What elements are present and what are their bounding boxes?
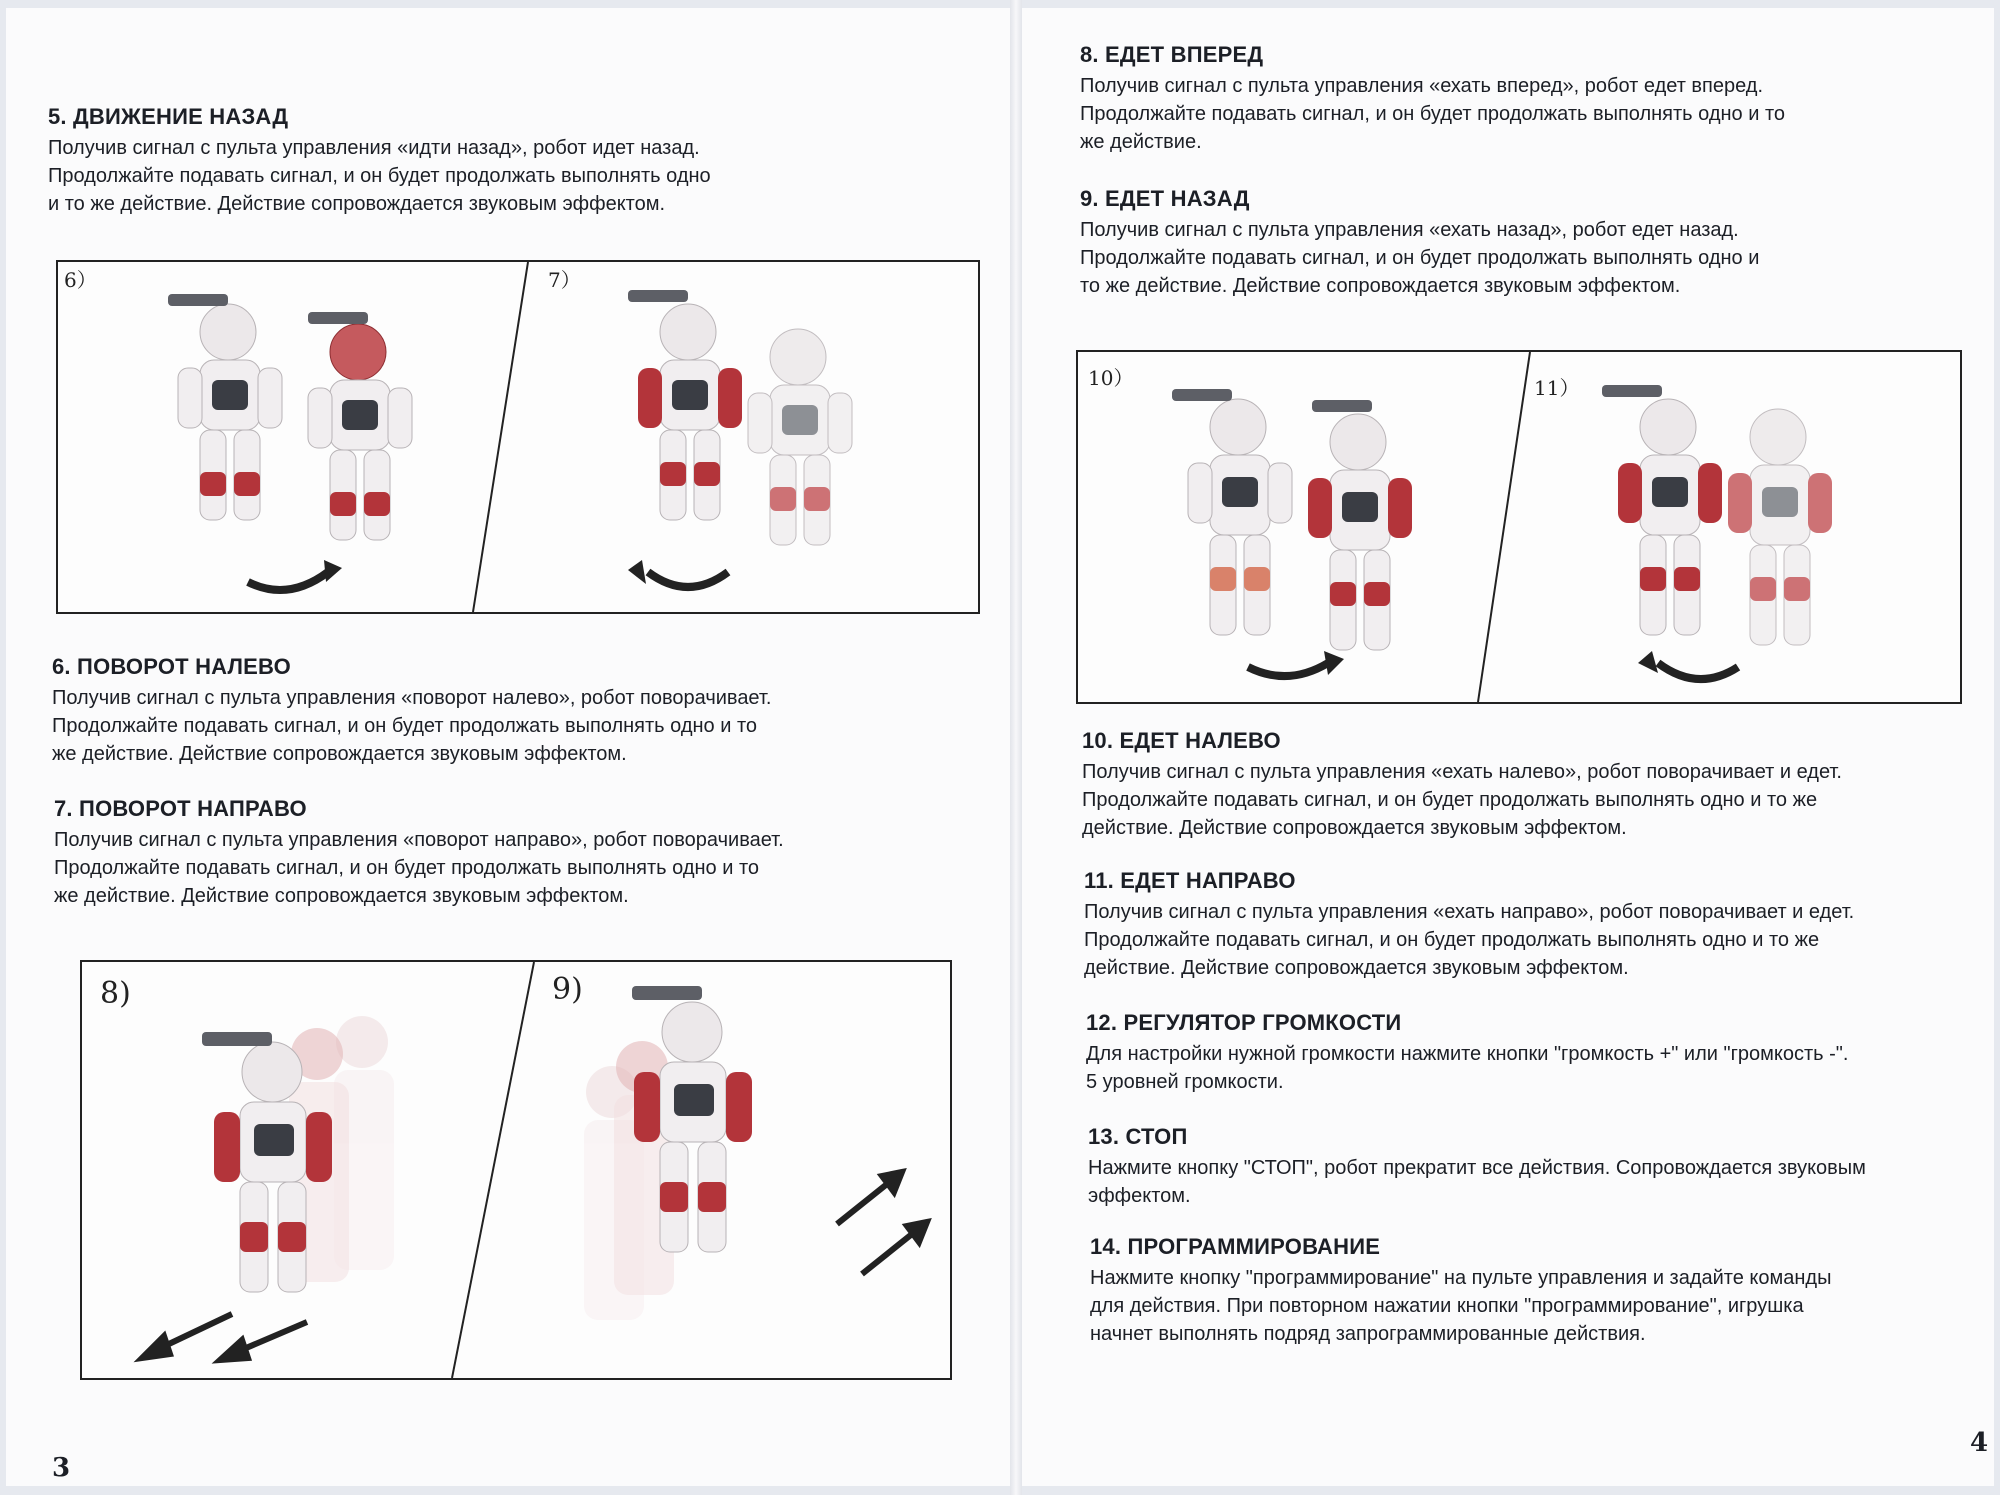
figure-label: 7） bbox=[548, 268, 581, 292]
section-text: Получив сигнал с пульта управления «ехать назад», робот едет назад. Продолжайте подавать сигнал, и он будет продолжать выполнять одно и то же действие. Действие сопровождается звуковым эффектом. bbox=[1080, 219, 1760, 297]
page-number-right: 4 bbox=[1970, 1428, 1989, 1458]
section-move-back bbox=[48, 104, 711, 218]
figure-illustration bbox=[82, 962, 950, 1378]
section-text: Нажмите кнопку "программирование" на пульте управления и задайте команды для действия. При повторном нажатии кнопки "программирование", игрушка начнет выполнять подряд запрограммированные действия. bbox=[1090, 1267, 1832, 1345]
section-text: Получив сигнал с пульта управления «ехать налево», робот поворачивает и едет. Продолжайте подавать сигнал, и он будет продолжать выполнять одно и то же действие. Действие сопровождается звуковым эффектом. bbox=[1082, 761, 1842, 839]
figure-label: 6） bbox=[64, 268, 97, 292]
robot-group-illustration bbox=[202, 1016, 394, 1292]
robot-icon bbox=[1602, 385, 1722, 635]
section-turn-right bbox=[54, 796, 784, 910]
figure-label: 8) bbox=[100, 976, 131, 1011]
section-heading: 14. ПРОГРАММИРОВАНИЕ bbox=[1090, 1234, 1381, 1259]
robot-icon bbox=[168, 294, 282, 520]
figure-panel-right bbox=[1076, 350, 1962, 704]
robot-pair-illustration bbox=[628, 290, 852, 587]
curved-arrow-icon bbox=[648, 572, 728, 587]
section-heading: 11. ЕДЕТ НАПРАВО bbox=[1084, 868, 1296, 893]
robot-icon bbox=[308, 312, 412, 540]
section-drive-right bbox=[1084, 868, 1854, 982]
robot-pair-illustration bbox=[1602, 385, 1832, 679]
section-heading: 9. ЕДЕТ НАЗАД bbox=[1080, 186, 1250, 211]
section-text: Для настройки нужной громкости нажмите кнопки "громкость +" или "громкость -". 5 уровней громкости. bbox=[1086, 1043, 1849, 1093]
section-programming bbox=[1090, 1234, 1831, 1348]
figure-panel-bottom-left bbox=[80, 960, 952, 1380]
section-heading: 7. ПОВОРОТ НАПРАВО bbox=[54, 796, 307, 821]
section-text: Нажмите кнопку "СТОП", робот прекратит все действия. Сопровождается звуковым эффектом. bbox=[1088, 1157, 1866, 1207]
robot-icon bbox=[1308, 400, 1412, 650]
curved-arrow-icon bbox=[1658, 663, 1738, 679]
section-stop bbox=[1088, 1124, 1866, 1210]
section-heading: 5. ДВИЖЕНИЕ НАЗАД bbox=[48, 104, 289, 129]
page-number-left: 3 bbox=[52, 1453, 71, 1483]
booklet-spine bbox=[1010, 0, 1022, 1495]
robot-icon bbox=[628, 290, 742, 520]
section-drive-left bbox=[1082, 728, 1842, 842]
section-heading: 8. ЕДЕТ ВПЕРЕД bbox=[1080, 42, 1264, 67]
robot-pair-illustration bbox=[1172, 389, 1412, 676]
curved-arrow-icon bbox=[1248, 663, 1328, 676]
figure-label: 11） bbox=[1534, 376, 1580, 400]
robot-icon bbox=[1728, 409, 1832, 645]
arrow-down-left-icon bbox=[142, 1314, 307, 1360]
robot-pair-illustration bbox=[168, 294, 412, 590]
section-turn-left bbox=[52, 654, 771, 768]
robot-icon bbox=[1172, 389, 1292, 635]
figure-label: 10） bbox=[1088, 366, 1134, 390]
section-drive-forward bbox=[1080, 42, 1785, 156]
section-text: Получив сигнал с пульта управления «ехать направо», робот поворачивает и едет. Продолжайте подавать сигнал, и он будет продолжать выполнять одно и то же действие. Действие сопровождается звуковым эффектом. bbox=[1084, 901, 1855, 979]
section-text: Получив сигнал с пульта управления «поворот налево», робот поворачивает. Продолжайте подавать сигнал, и он будет продолжать выполнять одно и то же действие. Действие сопровождается звуковым эффектом. bbox=[52, 687, 772, 765]
curved-arrow-icon bbox=[248, 572, 328, 590]
section-heading: 13. СТОП bbox=[1088, 1124, 1188, 1149]
section-text: Получив сигнал с пульта управления «идти назад», робот идет назад. Продолжайте подавать сигнал, и он будет продолжать выполнять одно и то же действие. Действие сопровождается звуковым эффектом. bbox=[48, 137, 711, 215]
section-text: Получив сигнал с пульта управления «ехать вперед», робот едет вперед. Продолжайте подавать сигнал, и он будет продолжать выполнять одно и то же действие. bbox=[1080, 75, 1786, 153]
section-heading: 12. РЕГУЛЯТОР ГРОМКОСТИ bbox=[1086, 1010, 1402, 1035]
figure-illustration bbox=[58, 262, 978, 612]
section-heading: 6. ПОВОРОТ НАЛЕВО bbox=[52, 654, 291, 679]
robot-icon bbox=[748, 329, 852, 545]
figure-panel-top-left bbox=[56, 260, 980, 614]
section-heading: 10. ЕДЕТ НАЛЕВО bbox=[1082, 728, 1281, 753]
figure-illustration bbox=[1078, 352, 1960, 702]
robot-group-illustration bbox=[584, 986, 752, 1320]
figure-label: 9) bbox=[552, 972, 583, 1007]
arrow-up-right-icon bbox=[837, 1172, 927, 1274]
section-drive-back bbox=[1080, 186, 1759, 300]
section-volume-control bbox=[1086, 1010, 1848, 1096]
section-text: Получив сигнал с пульта управления «поворот направо», робот поворачивает. Продолжайте подавать сигнал, и он будет продолжать выполнять одно и то же действие. Действие сопровождается звуковым эффектом. bbox=[54, 829, 784, 907]
